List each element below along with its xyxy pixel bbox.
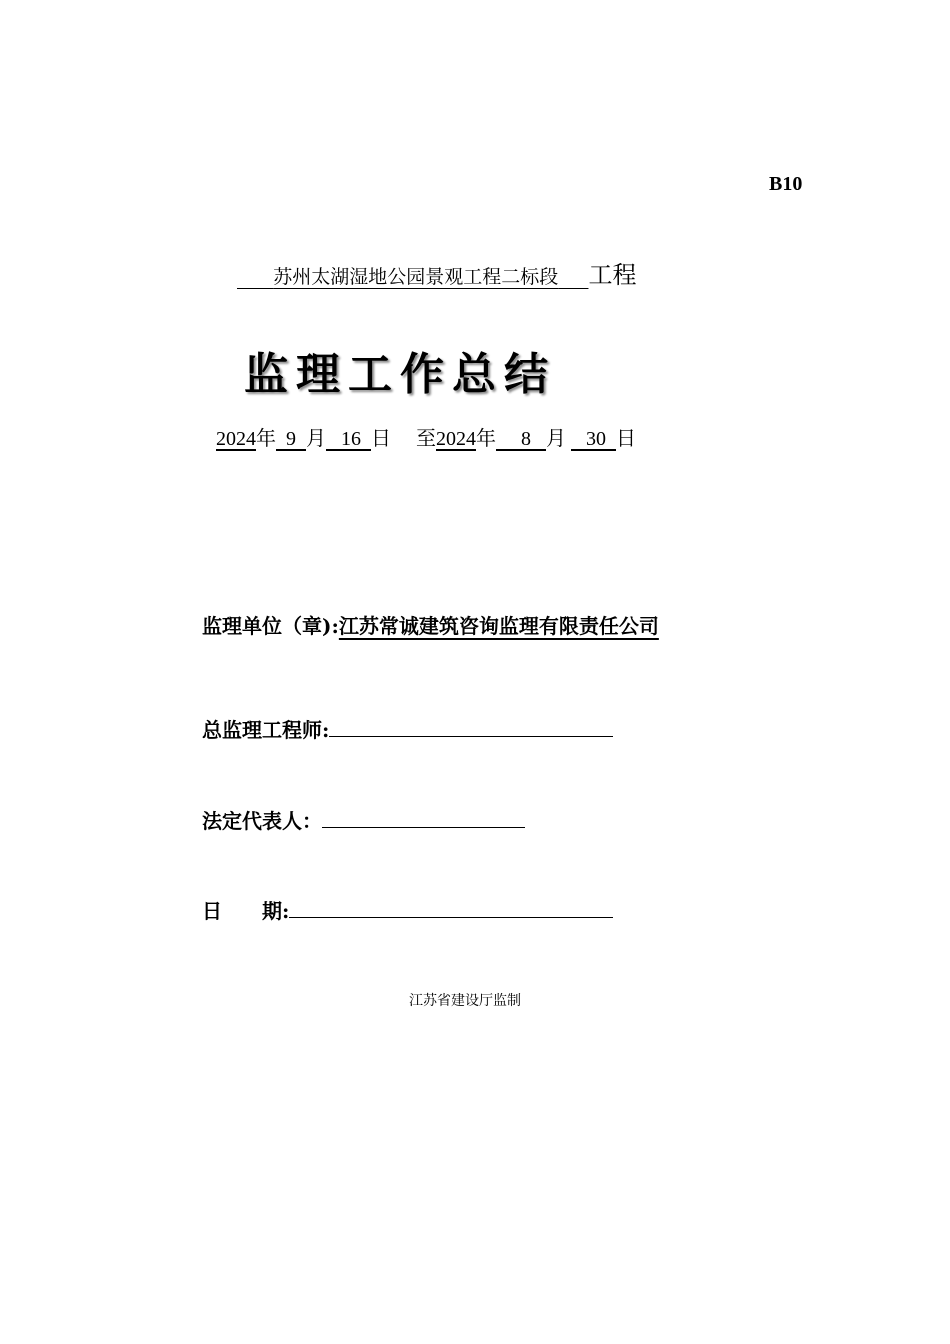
- date-label: 日 期:: [202, 899, 290, 923]
- date-field: [202, 895, 613, 924]
- project-suffix: 工程: [588, 261, 637, 289]
- end-month: 8: [521, 428, 531, 450]
- project-line: [237, 255, 636, 290]
- legal-rep-label: 法定代表人：: [202, 809, 322, 833]
- end-year: 2024: [436, 428, 476, 450]
- start-day: 16: [341, 428, 361, 450]
- month-char: 月: [546, 426, 566, 450]
- chief-engineer-label: 总监理工程师:: [202, 718, 330, 742]
- start-month: 9: [286, 428, 296, 450]
- year-char: 年: [476, 426, 496, 450]
- legal-rep-signature-line[interactable]: [322, 807, 525, 828]
- date-signature-line[interactable]: [289, 897, 613, 918]
- day-char: 日: [371, 426, 391, 450]
- chief-engineer-field: [202, 714, 613, 743]
- to-char: 至: [416, 426, 436, 450]
- month-char: 月: [306, 426, 326, 450]
- legal-rep-field: [202, 805, 525, 834]
- form-code: B10: [769, 173, 803, 195]
- end-day: 30: [586, 428, 606, 450]
- supervision-unit-field: [202, 610, 659, 639]
- chief-engineer-signature-line[interactable]: [329, 716, 613, 737]
- supervision-unit-value: 江苏常诚建筑咨询监理有限责任公司: [338, 614, 659, 638]
- day-char: 日: [616, 426, 636, 450]
- issuer-note: 江苏省建设厅监制: [409, 993, 521, 1009]
- reporting-period: [216, 422, 636, 451]
- project-name: 苏州太湖湿地公园景观工程二标段: [273, 266, 559, 288]
- start-year: 2024: [216, 428, 256, 450]
- supervision-unit-label: 监理单位（章):: [202, 614, 339, 638]
- document-title: 监理工作总结: [244, 349, 556, 400]
- year-char: 年: [256, 426, 276, 450]
